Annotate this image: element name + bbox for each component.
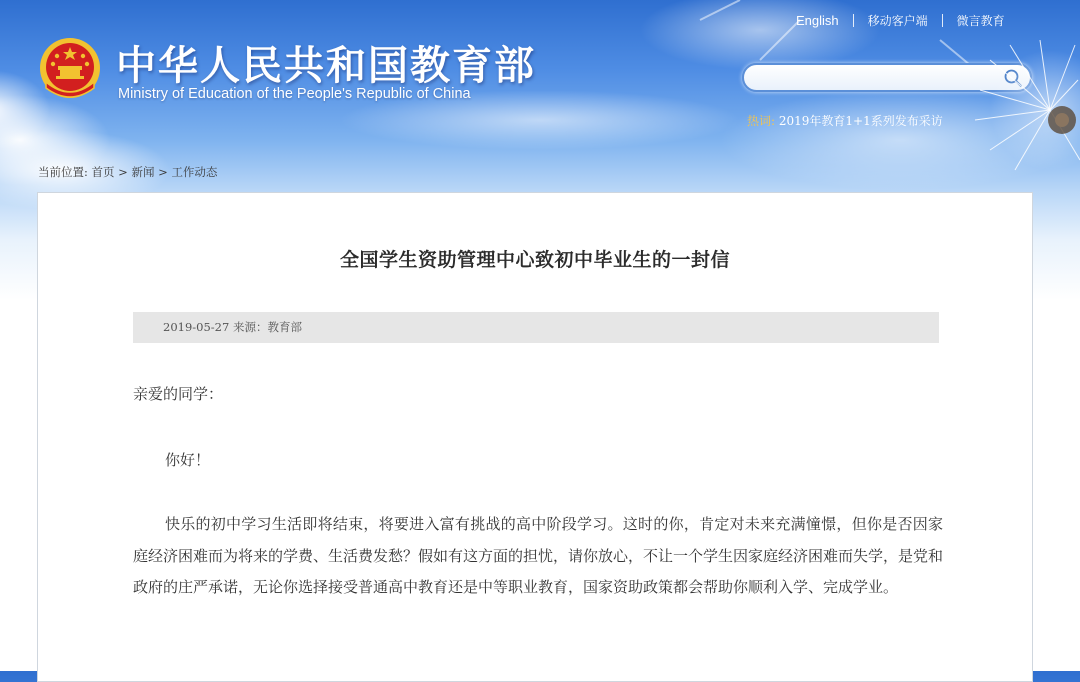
- site-title[interactable]: 中华人民共和国教育部: [116, 43, 536, 89]
- breadcrumb: [38, 164, 217, 180]
- breadcrumb-separator: >: [114, 165, 132, 179]
- divider: [942, 14, 943, 27]
- hotword-link[interactable]: 2019年教育1+1系列发布采访: [778, 114, 943, 128]
- breadcrumb-separator: >: [154, 165, 172, 179]
- english-link[interactable]: English: [796, 12, 839, 28]
- article-meta: [133, 312, 939, 343]
- article-salutation: 亲爱的同学：: [133, 385, 224, 403]
- site-header: [0, 0, 1080, 190]
- article-greeting: 你好！: [165, 451, 211, 469]
- search-input[interactable]: [756, 67, 1000, 90]
- breadcrumb-news[interactable]: 新闻: [131, 165, 155, 179]
- hotwords-label: 热词:: [747, 114, 776, 128]
- weiyan-jiaoyu-link[interactable]: 微言教育: [956, 13, 1005, 28]
- dandelion-decoration: [970, 40, 1080, 180]
- article-panel: [37, 192, 1033, 682]
- national-emblem-icon[interactable]: [38, 36, 102, 102]
- breadcrumb-prefix: 当前位置:: [38, 165, 88, 179]
- article-source: 来源：教育部: [233, 320, 302, 334]
- breadcrumb-home[interactable]: 首页: [91, 165, 115, 179]
- divider: [853, 14, 854, 27]
- site-subtitle: Ministry of Education of the People's Republic of China: [118, 86, 471, 102]
- article-date: 2019-05-27: [163, 320, 230, 334]
- breadcrumb-work-news[interactable]: 工作动态: [171, 165, 218, 179]
- article-paragraph: 快乐的初中学习生活即将结束，将要进入富有挑战的高中阶段学习。这时的你，肯定对未来充满憧憬，但你是否因家庭经济困难而为将来的学费、生活费发愁？假如有这方面的担忧，请你放心，不让一个学生因家庭经济困难而失学，是党和政府的庄严承诺，无论你选择接受普通高中教育还是中等职业教育，国家资助政策都会帮助你顺利入学、完成学业。: [133, 515, 944, 596]
- article-title: 全国学生资助管理中心致初中毕业生的一封信: [339, 249, 730, 271]
- top-links: [796, 11, 1005, 29]
- hotwords: [747, 112, 943, 129]
- mobile-client-link[interactable]: 移动客户端: [867, 13, 928, 28]
